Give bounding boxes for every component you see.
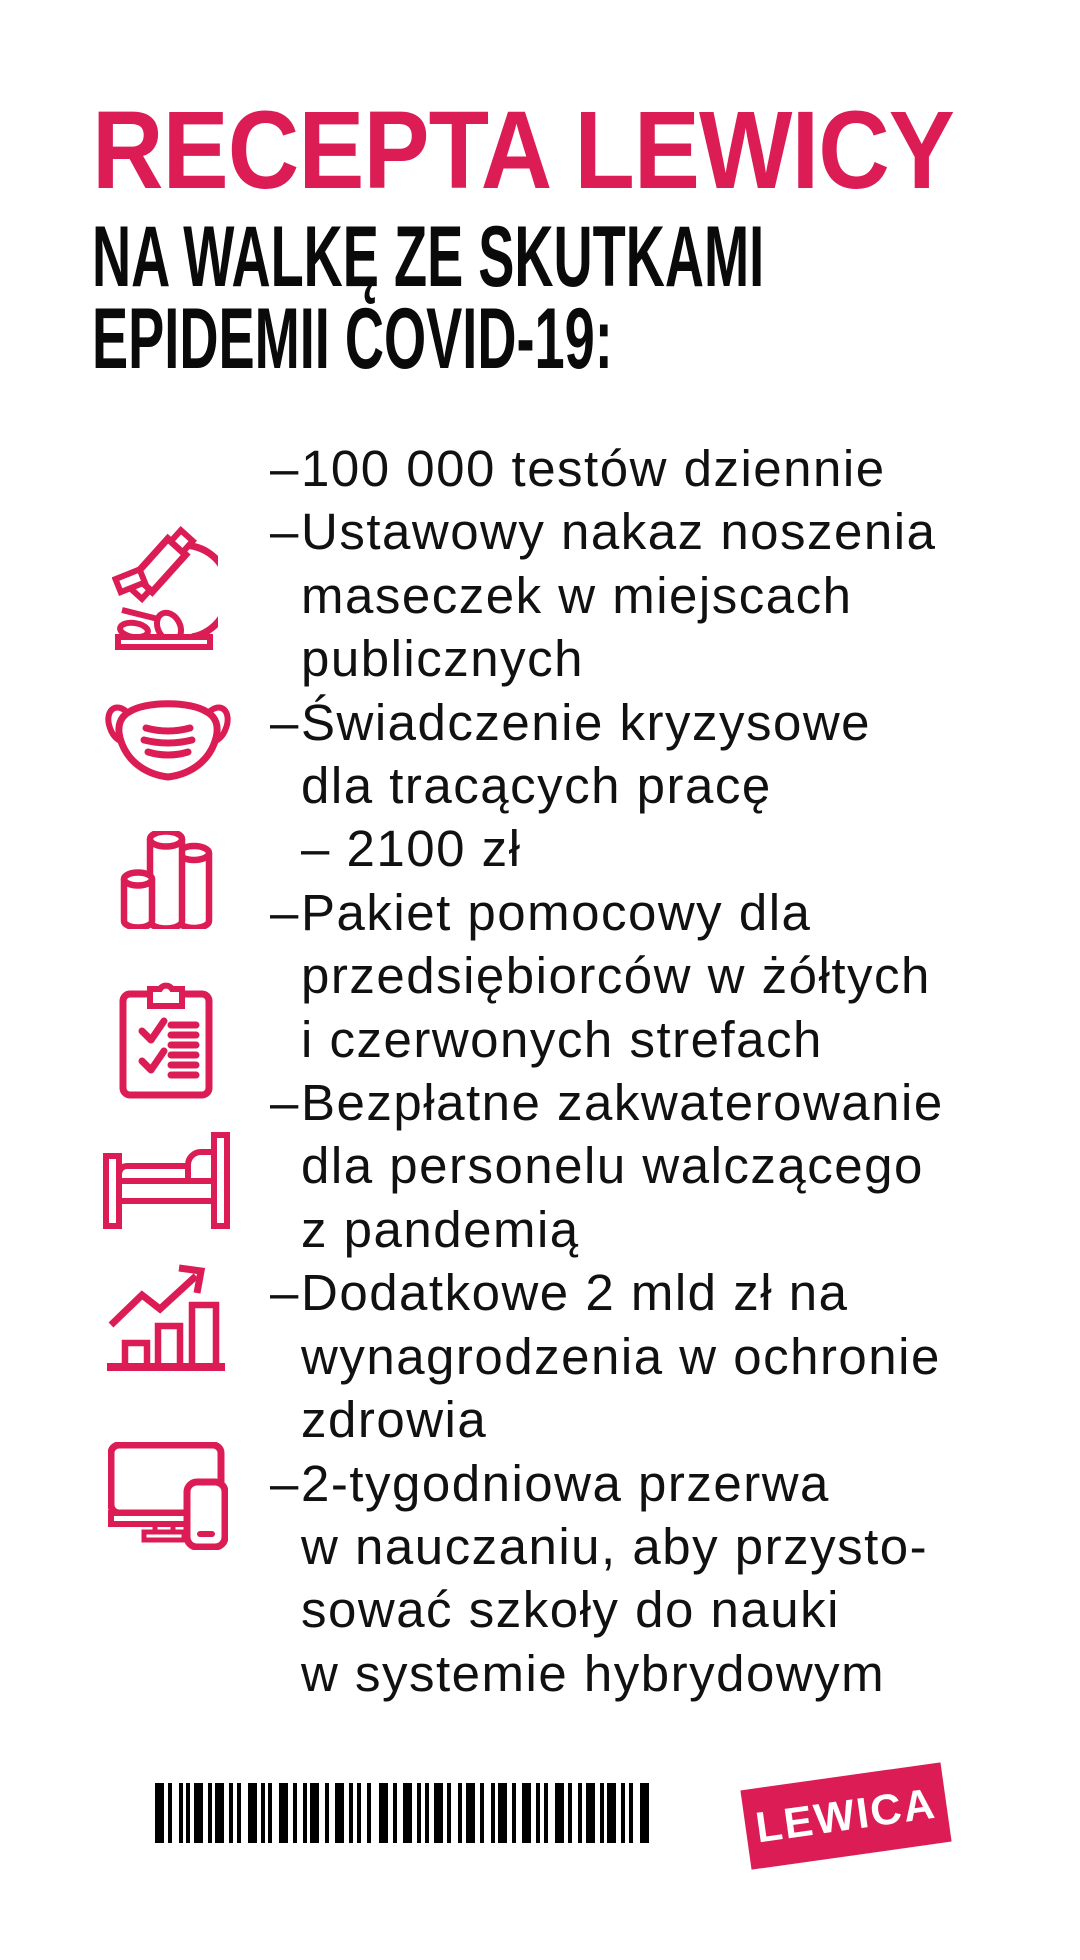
list-line: Świadczenie kryzysowe xyxy=(301,693,872,751)
bullet-dash: – xyxy=(270,503,300,561)
page-subtitle-line1: NA WALKĘ ZE SKUTKAMI xyxy=(92,209,765,305)
list-line: sować szkoły do nauki xyxy=(301,1581,840,1639)
list-item xyxy=(270,1261,1050,1451)
list-item xyxy=(270,691,1050,881)
face-mask-icon xyxy=(103,692,233,788)
list-line: wynagrodzenia w ochronie xyxy=(301,1327,941,1385)
list-line: – 2100 zł xyxy=(301,820,522,878)
list-item xyxy=(270,881,1050,1071)
microscope-icon xyxy=(112,522,218,652)
measures-list xyxy=(270,437,1050,1705)
list-line: publicznych xyxy=(301,630,584,688)
bullet-dash: – xyxy=(270,693,300,751)
list-line: 2-tygodniowa przerwa xyxy=(301,1454,830,1512)
list-line: zdrowia xyxy=(301,1391,488,1449)
list-line: dla personelu walczącego xyxy=(301,1137,924,1195)
page-subtitle xyxy=(92,209,765,387)
list-line: z pandemią xyxy=(301,1200,580,1258)
lewica-logo-text: LEWICA xyxy=(752,1779,940,1852)
devices-icon xyxy=(108,1442,228,1550)
list-line: Dodatkowe 2 mld zł na xyxy=(301,1264,849,1322)
list-line: dla tracących pracę xyxy=(301,757,772,815)
growth-chart-icon xyxy=(105,1262,227,1372)
bullet-dash: – xyxy=(270,440,300,497)
bullet-dash: – xyxy=(270,883,300,941)
list-line: 100 000 testów dziennie xyxy=(301,440,886,497)
list-line: Ustawowy nakaz noszenia xyxy=(301,503,937,561)
cylinder-bars-icon xyxy=(117,831,217,929)
barcode xyxy=(155,1783,651,1848)
list-line: Pakiet pomocowy dla xyxy=(301,883,812,941)
list-item xyxy=(270,437,1050,500)
checklist-clipboard-icon xyxy=(117,981,215,1101)
list-line: w systemie hybrydowym xyxy=(301,1644,886,1702)
bullet-dash: – xyxy=(270,1454,300,1512)
page-title: RECEPTA LEWICY xyxy=(92,89,954,212)
list-line: przedsiębiorców w żółtych xyxy=(301,947,931,1005)
bed-icon xyxy=(103,1132,230,1229)
lewica-logo xyxy=(740,1762,951,1869)
list-item xyxy=(270,1452,1050,1706)
list-item xyxy=(270,1071,1050,1261)
list-line: Bezpłatne zakwaterowanie xyxy=(301,1074,944,1132)
list-item xyxy=(270,500,1050,690)
bullet-dash: – xyxy=(270,1074,300,1132)
bullet-dash: – xyxy=(270,1264,300,1322)
page-subtitle-line2: EPIDEMII COVID-19: xyxy=(92,291,613,387)
list-line: i czerwonych strefach xyxy=(301,1010,823,1068)
list-line: w nauczaniu, aby przysto- xyxy=(301,1517,929,1575)
list-line: maseczek w miejscach xyxy=(301,566,853,624)
